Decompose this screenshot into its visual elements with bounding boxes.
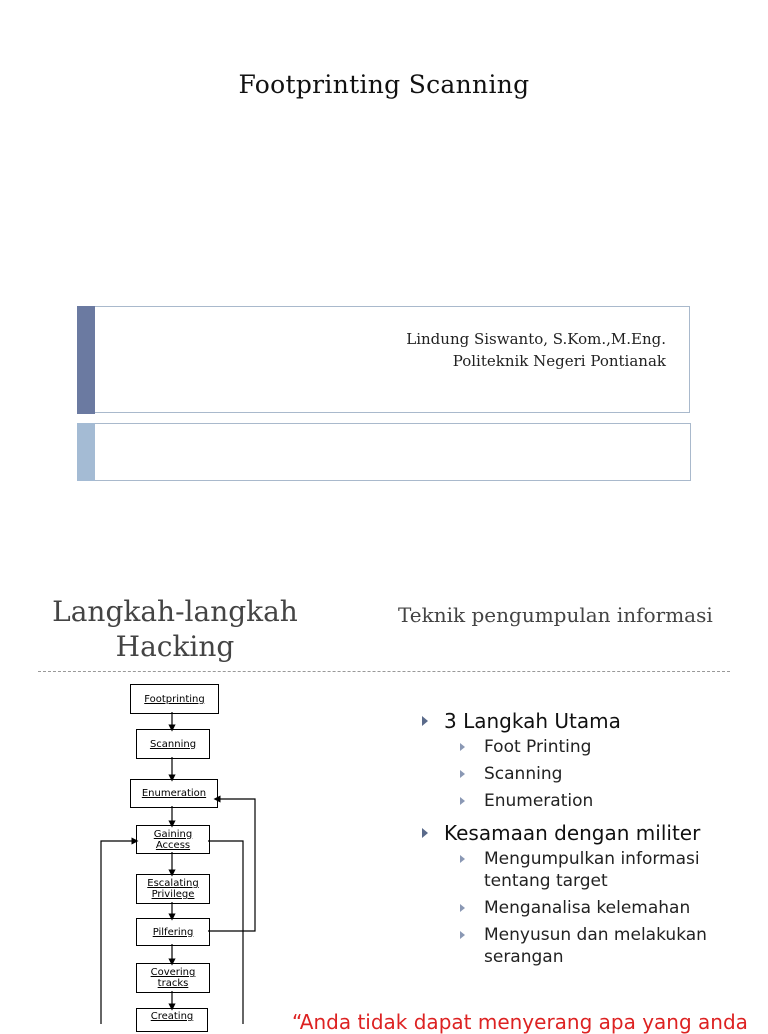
flow-step-creating <box>136 1008 208 1032</box>
bullet-arrow-icon <box>422 828 428 838</box>
flow-step-label: Footprinting <box>144 693 205 705</box>
sub-bullet-arrow-icon <box>460 797 465 805</box>
flow-step-label: Enumeration <box>141 788 207 799</box>
slide2-subtitle: Teknik pengumpulan informasi <box>398 603 713 627</box>
slide2-title-line1: Langkah-langkah <box>52 595 298 628</box>
subtitle-accent-bar <box>77 423 95 481</box>
bullet-item <box>422 708 762 734</box>
flow-step-footprinting <box>130 684 219 714</box>
dashed-divider <box>38 671 730 672</box>
flow-step-label-2: Privilege <box>151 889 195 900</box>
sub-bullet-arrow-icon <box>460 743 465 751</box>
slide1-title: Footprinting Scanning <box>238 70 530 99</box>
sub-bullet-text: Enumeration <box>484 791 594 811</box>
sub-bullet-item <box>460 790 762 812</box>
bullet-list <box>422 708 762 973</box>
author-block <box>406 328 666 372</box>
bullet-text: Kesamaan dengan militer <box>444 821 701 845</box>
bullet-item <box>422 820 762 846</box>
flow-step-label-2: tracks <box>157 978 189 989</box>
flow-step-label: Gaining <box>153 828 193 840</box>
flow-step-label: Creating <box>150 1011 194 1022</box>
sub-bullet-arrow-icon <box>460 855 465 863</box>
sub-bullet-item <box>460 897 762 919</box>
sub-bullet-text: Menganalisa kelemahan <box>484 898 691 918</box>
sub-bullet-text: Foot Printing <box>484 737 592 757</box>
author-institution: Politeknik Negeri Pontianak <box>452 352 666 370</box>
sub-bullet-item <box>460 763 762 785</box>
slide2-title <box>40 594 310 664</box>
flow-step-gaining-access <box>136 825 210 854</box>
flow-step-escalating-privilege <box>136 874 210 904</box>
sub-bullet-arrow-icon <box>460 931 465 939</box>
flow-step-label: Scanning <box>149 738 197 750</box>
author-name: Lindung Siswanto, S.Kom.,M.Eng. <box>406 330 666 348</box>
sub-bullet-arrow-icon <box>460 904 465 912</box>
sub-bullet-arrow-icon <box>460 770 465 778</box>
line-gaining-access-right <box>208 841 243 1024</box>
flow-step-scanning <box>136 729 210 759</box>
sub-bullet-item <box>460 736 762 758</box>
sub-bullet-text: Mengumpulkan informasi tentang target <box>484 849 700 891</box>
bullet-text: 3 Langkah Utama <box>444 709 621 733</box>
loop-pilfering-to-enumeration <box>208 799 255 931</box>
loop-left-to-gaining-access <box>101 841 135 1024</box>
flow-step-enumeration <box>130 779 218 808</box>
flow-step-pilfering <box>136 918 210 946</box>
quote-text: “Anda tidak dapat menyerang apa yang anda <box>292 1010 748 1034</box>
flow-step-label: Escalating <box>147 878 199 889</box>
author-accent-bar <box>77 306 95 414</box>
flow-step-label-2: Access <box>155 839 191 851</box>
sub-bullet-text: Menyusun dan melakukan serangan <box>484 925 707 967</box>
sub-bullet-item <box>460 924 762 968</box>
bullet-arrow-icon <box>422 716 428 726</box>
sub-bullet-text: Scanning <box>484 764 563 784</box>
flow-step-covering-tracks <box>136 963 210 993</box>
sub-bullet-item <box>460 848 762 892</box>
flow-step-label: Pilfering <box>152 926 194 938</box>
empty-subtitle-box <box>77 423 691 481</box>
flow-step-label: Covering <box>150 967 196 978</box>
slide2-title-line2: Hacking <box>115 630 235 663</box>
